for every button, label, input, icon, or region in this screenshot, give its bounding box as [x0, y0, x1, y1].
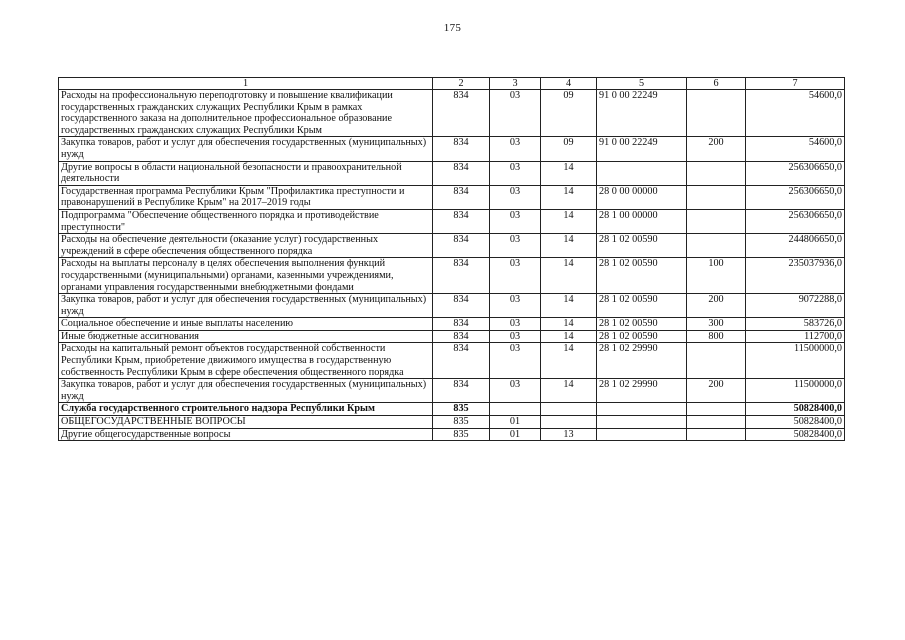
expense-type-cell: 200: [687, 137, 746, 161]
subsection-code-cell: 14: [541, 318, 597, 331]
ministry-code-cell: 835: [433, 428, 490, 441]
row-name-cell: Иные бюджетные ассигнования: [59, 330, 433, 343]
expense-type-cell: [687, 209, 746, 233]
section-code-cell: 03: [490, 318, 541, 331]
target-article-cell: [597, 428, 687, 441]
row-name-cell: Расходы на профессиональную переподготовку и повышение квалификации государственных гражданских служащих Республики Крым в рамках государственного заказа на дополнительное профессиональное образование государственных гражданских служащих Республики Крым: [59, 90, 433, 137]
expense-type-cell: [687, 185, 746, 209]
table-row: [59, 343, 845, 379]
target-article-cell: 28 1 02 29990: [597, 379, 687, 403]
row-name-cell: Закупка товаров, работ и услуг для обеспечения государственных (муниципальных) нужд: [59, 137, 433, 161]
ministry-code-cell: 834: [433, 185, 490, 209]
expense-type-cell: [687, 234, 746, 258]
target-article-cell: 91 0 00 22249: [597, 137, 687, 161]
row-name-cell: Расходы на капитальный ремонт объектов государственной собственности Республики Крым, приобретение движимого имущества в государственную собственность Республики Крым в сфере обеспечения общественного порядка: [59, 343, 433, 379]
ministry-code-cell: 834: [433, 294, 490, 318]
expense-type-cell: [687, 161, 746, 185]
expense-type-cell: 200: [687, 379, 746, 403]
amount-cell: 11500000,0: [746, 343, 845, 379]
row-name-cell: Закупка товаров, работ и услуг для обеспечения государственных (муниципальных) нужд: [59, 294, 433, 318]
subsection-code-cell: 09: [541, 137, 597, 161]
section-code-cell: 03: [490, 90, 541, 137]
subsection-code-cell: 14: [541, 161, 597, 185]
column-header: 5: [597, 78, 687, 90]
subsection-code-cell: 14: [541, 234, 597, 258]
expense-type-cell: 300: [687, 318, 746, 331]
row-name-cell: Социальное обеспечение и иные выплаты населению: [59, 318, 433, 331]
ministry-code-cell: 835: [433, 416, 490, 429]
ministry-code-cell: 834: [433, 258, 490, 294]
ministry-code-cell: 834: [433, 137, 490, 161]
section-code-cell: 03: [490, 185, 541, 209]
table-row: [59, 403, 845, 416]
table-body: [59, 90, 845, 441]
target-article-cell: [597, 403, 687, 416]
ministry-code-cell: 834: [433, 318, 490, 331]
table-row: [59, 90, 845, 137]
subsection-code-cell: 14: [541, 185, 597, 209]
amount-cell: 244806650,0: [746, 234, 845, 258]
row-name-cell: Подпрограмма "Обеспечение общественного порядка и противодействие преступности": [59, 209, 433, 233]
subsection-code-cell: 14: [541, 330, 597, 343]
budget-table: [58, 77, 845, 441]
amount-cell: 256306650,0: [746, 185, 845, 209]
section-code-cell: [490, 403, 541, 416]
row-name-cell: Служба государственного строительного надзора Республики Крым: [59, 403, 433, 416]
amount-cell: 50828400,0: [746, 403, 845, 416]
row-name-cell: Закупка товаров, работ и услуг для обеспечения государственных (муниципальных) нужд: [59, 379, 433, 403]
row-name-cell: Государственная программа Республики Крым "Профилактика преступности и правонарушений в Республике Крым" на 2017–2019 годы: [59, 185, 433, 209]
table-row: [59, 209, 845, 233]
row-name-cell: Другие вопросы в области национальной безопасности и правоохранительной деятельности: [59, 161, 433, 185]
amount-cell: 235037936,0: [746, 258, 845, 294]
target-article-cell: 91 0 00 22249: [597, 90, 687, 137]
ministry-code-cell: 834: [433, 90, 490, 137]
subsection-code-cell: 09: [541, 90, 597, 137]
ministry-code-cell: 834: [433, 330, 490, 343]
section-code-cell: 03: [490, 234, 541, 258]
section-code-cell: 01: [490, 416, 541, 429]
expense-type-cell: [687, 428, 746, 441]
table-row: [59, 137, 845, 161]
ministry-code-cell: 834: [433, 234, 490, 258]
subsection-code-cell: [541, 403, 597, 416]
section-code-cell: 03: [490, 379, 541, 403]
amount-cell: 112700,0: [746, 330, 845, 343]
target-article-cell: 28 1 02 00590: [597, 318, 687, 331]
target-article-cell: 28 1 02 00590: [597, 294, 687, 318]
row-name-cell: Расходы на выплаты персоналу в целях обеспечения выполнения функций государственными (муниципальными) органами, казенными учреждениями, органами управления государственными внебюджетными фондами: [59, 258, 433, 294]
subsection-code-cell: 14: [541, 343, 597, 379]
row-name-cell: Другие общегосударственные вопросы: [59, 428, 433, 441]
page-number: 175: [443, 22, 462, 34]
table-row: [59, 318, 845, 331]
target-article-cell: [597, 161, 687, 185]
subsection-code-cell: 14: [541, 258, 597, 294]
expense-type-cell: 200: [687, 294, 746, 318]
section-code-cell: 03: [490, 343, 541, 379]
column-header: 7: [746, 78, 845, 90]
subsection-code-cell: 14: [541, 209, 597, 233]
amount-cell: 54600,0: [746, 137, 845, 161]
expense-type-cell: [687, 343, 746, 379]
table-row: [59, 258, 845, 294]
amount-cell: 54600,0: [746, 90, 845, 137]
section-code-cell: 03: [490, 294, 541, 318]
row-name-cell: ОБЩЕГОСУДАРСТВЕННЫЕ ВОПРОСЫ: [59, 416, 433, 429]
row-name-cell: Расходы на обеспечение деятельности (оказание услуг) государственных учреждений в сфере обеспечения общественного порядка: [59, 234, 433, 258]
expense-type-cell: [687, 416, 746, 429]
ministry-code-cell: 834: [433, 161, 490, 185]
section-code-cell: 03: [490, 161, 541, 185]
subsection-code-cell: 14: [541, 294, 597, 318]
section-code-cell: 03: [490, 258, 541, 294]
amount-cell: 256306650,0: [746, 209, 845, 233]
table-row: [59, 161, 845, 185]
table-row: [59, 416, 845, 429]
target-article-cell: 28 1 02 00590: [597, 234, 687, 258]
ministry-code-cell: 834: [433, 379, 490, 403]
column-header: 6: [687, 78, 746, 90]
amount-cell: 50828400,0: [746, 428, 845, 441]
column-header: 1: [59, 78, 433, 90]
section-code-cell: 03: [490, 330, 541, 343]
table-row: [59, 379, 845, 403]
column-header: 3: [490, 78, 541, 90]
target-article-cell: 28 0 00 00000: [597, 185, 687, 209]
header-row: [59, 78, 845, 90]
target-article-cell: [597, 416, 687, 429]
ministry-code-cell: 834: [433, 343, 490, 379]
expense-type-cell: [687, 90, 746, 137]
table-row: [59, 330, 845, 343]
subsection-code-cell: [541, 416, 597, 429]
section-code-cell: 03: [490, 209, 541, 233]
column-header: 4: [541, 78, 597, 90]
subsection-code-cell: 14: [541, 379, 597, 403]
column-header: 2: [433, 78, 490, 90]
expense-type-cell: [687, 403, 746, 416]
ministry-code-cell: 835: [433, 403, 490, 416]
amount-cell: 9072288,0: [746, 294, 845, 318]
expense-type-cell: 800: [687, 330, 746, 343]
target-article-cell: 28 1 00 00000: [597, 209, 687, 233]
subsection-code-cell: 13: [541, 428, 597, 441]
section-code-cell: 03: [490, 137, 541, 161]
target-article-cell: 28 1 02 29990: [597, 343, 687, 379]
amount-cell: 11500000,0: [746, 379, 845, 403]
table-row: [59, 294, 845, 318]
amount-cell: 256306650,0: [746, 161, 845, 185]
ministry-code-cell: 834: [433, 209, 490, 233]
amount-cell: 50828400,0: [746, 416, 845, 429]
target-article-cell: 28 1 02 00590: [597, 258, 687, 294]
target-article-cell: 28 1 02 00590: [597, 330, 687, 343]
expense-type-cell: 100: [687, 258, 746, 294]
table-row: [59, 185, 845, 209]
table-row: [59, 428, 845, 441]
table-row: [59, 234, 845, 258]
section-code-cell: 01: [490, 428, 541, 441]
amount-cell: 583726,0: [746, 318, 845, 331]
